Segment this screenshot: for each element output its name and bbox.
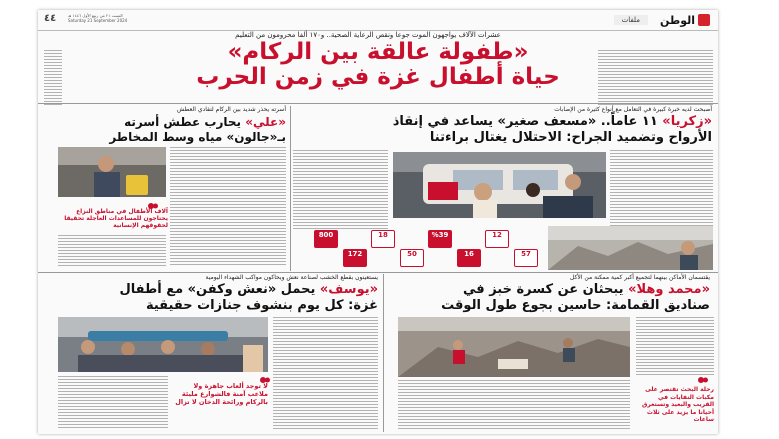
text-column [44, 50, 62, 105]
stat-value: 16 [464, 250, 474, 258]
stat-value: 12 [492, 231, 502, 239]
stat-value: 800 [318, 231, 334, 239]
mohamed-headline-line1 [463, 282, 710, 298]
ali-name: «علي» [245, 115, 286, 129]
section-divider [38, 272, 718, 273]
zakaria-headline-rest: ١١ عاماً.. «مسعف صغير» يساعد في إنقاذ [392, 114, 658, 129]
stat-value: %39 [431, 231, 449, 239]
youssef-headline-line1 [48, 282, 378, 298]
ali-headline-rest: يحارب عطش أسرته [124, 115, 242, 129]
quote-mark-icon [698, 376, 708, 384]
logo-mark-icon [698, 14, 710, 26]
main-headline-line2: حياة أطفال غزة في زمن الحرب [196, 64, 560, 90]
stat-box [400, 249, 424, 267]
masthead [38, 10, 718, 31]
newspaper-page [38, 10, 718, 434]
text-column [170, 147, 286, 265]
stat-value: 18 [378, 231, 388, 239]
column-divider [383, 274, 384, 432]
zakaria-name: «زكريا» [662, 114, 712, 129]
stat-box [514, 249, 538, 267]
youssef-kicker: يستعينون بقطع الخشب لصناعة نعش ويحاكون مواكب الشهداء اليومية [205, 274, 378, 281]
children-procession-image [58, 317, 268, 372]
ali-kicker: أسرته يحذر شديد بين الركام لتفادي العطش [176, 106, 286, 113]
stat-box [314, 230, 338, 248]
ambulance-scene-image [393, 152, 606, 218]
zakaria-photo [393, 152, 606, 218]
main-headline-line1: «طفولة عالقة بين الركام» [227, 39, 529, 65]
dateline: السبت ٢١ من ربيع الأول ١٤٤٦ هـ Saturday 21 September 2024 [68, 13, 128, 23]
stat-box [343, 249, 367, 267]
mohamed-headline-line2: صناديق القمامة: حاسين بجوع طول الوقت [441, 298, 710, 313]
stat-value: 57 [521, 250, 531, 258]
ali-photo [58, 147, 166, 197]
text-column [273, 317, 378, 429]
garbage-dump-image [398, 317, 630, 377]
mohamed-quote: رحلة البحث تقتصر على مكبات النفايات في القريب والبعيد وتستغرق أحيانا ما يزيد على ثلاث ساعات [642, 386, 714, 423]
stat-box [428, 230, 452, 248]
zakaria-headline-line2: الأرواح وتضميد الجراح: الاحتلال يغتال براءتنا [429, 130, 712, 145]
youssef-quote: لا توجد ألعاب جاهزة ولا ملاعب آمنة فالشوارع مليئة بالركام ورائحة الدخان لا تزال [175, 382, 268, 406]
mohamed-photo [398, 317, 630, 377]
main-kicker: عشرات الآلاف يواجهون الموت جوعا ونقص الرعاية الصحية.. و١٧٠ ألفا محرومون من التعليم [235, 31, 501, 39]
youssef-photo [58, 317, 268, 372]
youssef-headline-line2: غزة: كل يوم بنشوف جنازات حقيقية [145, 298, 378, 313]
text-column [398, 380, 630, 430]
text-column [58, 235, 166, 267]
mohamed-kicker: يقتسمان الأماكن بينهما لتجميع أكبر كمية ممكنة من الأكل [569, 274, 710, 281]
stat-box [485, 230, 509, 248]
zakaria-headline-line1 [393, 114, 712, 130]
section-tag: ملفات [614, 15, 648, 25]
stat-box [371, 230, 395, 248]
ali-quote: آلاف الأطفال في مناطق النزاع يحتاجون للمساعدات العاجلة تحقيقا لحقوقهم الإنسانية [64, 208, 168, 229]
ali-headline-line2: بـ«جالون» مياه وسط المخاطر [109, 130, 286, 144]
youssef-name: «يوسف» [319, 282, 378, 297]
ali-headline-line1 [46, 114, 286, 130]
mohamed-name: «محمد وهلا» [628, 282, 710, 297]
mohamed-headline-rest: يبحثان عن كسرة خبز في [463, 282, 624, 297]
zakaria-kicker: أصبحت لديه خبرة كبيرة في التعامل مع أنواع كثيرة من الإصابات [554, 106, 712, 113]
text-column [636, 317, 714, 375]
page-number: ٤٤ [44, 13, 57, 24]
text-column [293, 150, 388, 230]
stat-value: 172 [347, 250, 363, 258]
rubble-photo [548, 226, 713, 270]
photo-caption [393, 219, 606, 224]
section-divider [38, 103, 718, 104]
rubble-child-image [548, 226, 713, 270]
text-column [58, 376, 168, 428]
child-with-jug-image [58, 147, 166, 197]
newspaper-logo [660, 13, 710, 27]
column-divider [290, 106, 291, 271]
stat-value: 50 [407, 250, 417, 258]
stat-box [457, 249, 481, 267]
text-column [598, 50, 713, 105]
youssef-headline-rest: يحمل «نعش وكفن» مع أطفال [119, 282, 316, 297]
logo-text: الوطن [659, 13, 695, 27]
